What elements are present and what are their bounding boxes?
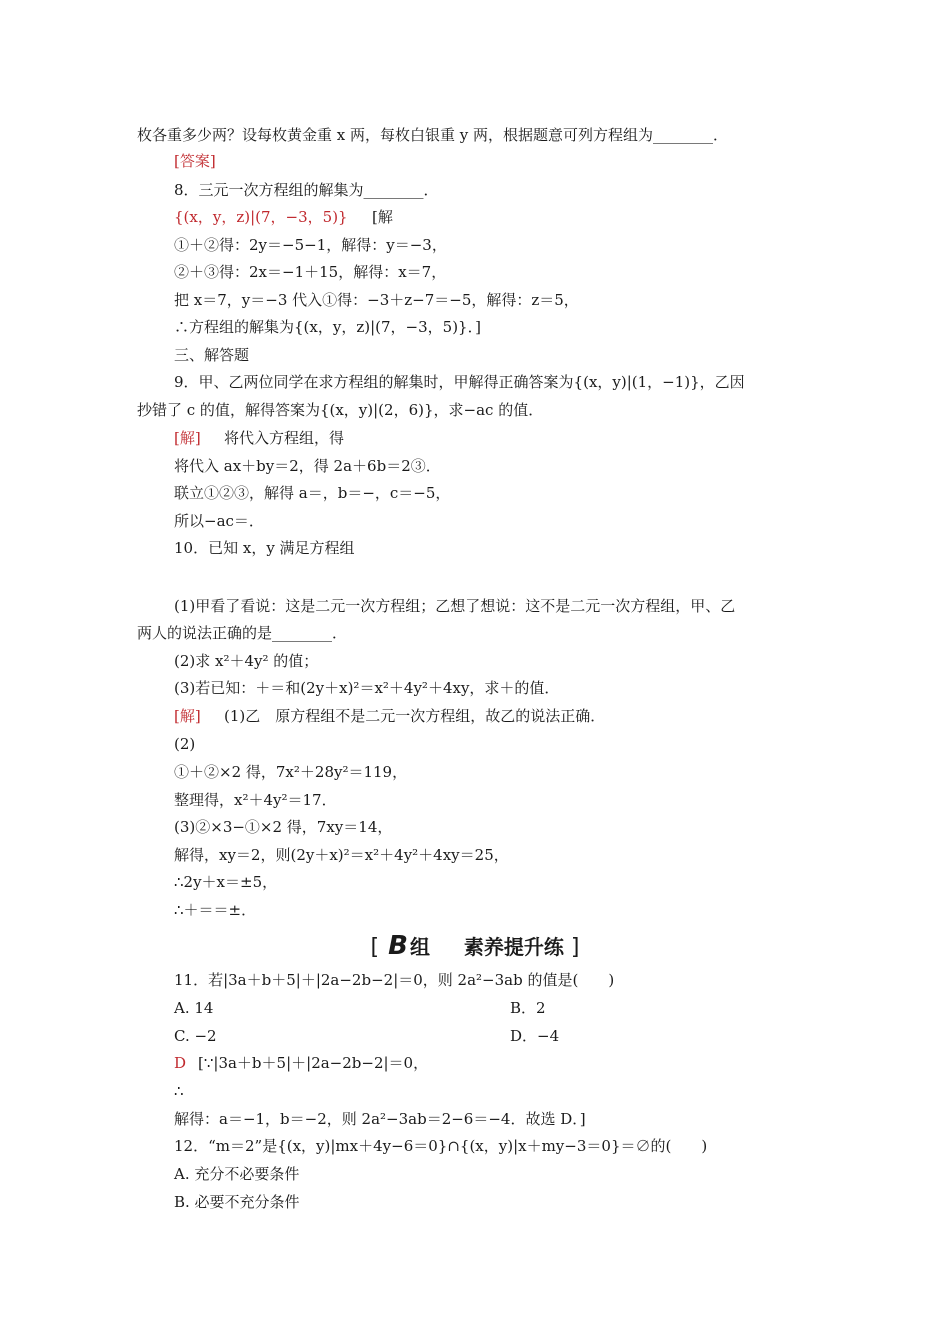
text-line-l10: 9．甲、乙两位同学在求方程组的解集时，甲解得正确答案为{(x，y)|(1，−1)}，乙因 [174, 373, 745, 391]
text-line-l11: 抄错了 c 的值，解得答案为{(x，y)|(2，6)}，求−ac 的值． [137, 401, 544, 419]
text-line-l15: 所以−ac＝． [174, 512, 264, 530]
text-line-l09: 三、解答题 [174, 346, 250, 364]
text-line-l28: ∴＋＝＝±． [174, 901, 257, 919]
text-line-l01: 枚各重多少两？设每枚黄金重 x 两，每枚白银重 y 两，根据题意可列方程组为________． [137, 126, 729, 144]
group-letter: B [388, 931, 408, 961]
text-line-l13: 将代入 ax＋by＝2，得 2a＋6b＝2③． [174, 457, 441, 475]
text-line-l08: ∴方程组的解集为{(x，y，z)|(7，−3，5)}．] [174, 318, 481, 336]
text-line-l36: A. 充分不必要条件 [174, 1165, 300, 1183]
text-line-l04: {(x，y，z)|(7，−3，5)} [174, 208, 348, 226]
text-line-l31b: D．−4 [510, 1027, 560, 1045]
text-line-l12b: 将代入方程组，得 [224, 429, 345, 447]
text-line-l03: 8．三元一次方程组的解集为________． [174, 181, 439, 199]
text-line-l05: ①＋②得：2y＝−5−1，解得：y＝−3， [174, 236, 447, 254]
text-line-l14: 联立①②③，解得 a＝，b＝−，c＝−5， [174, 484, 451, 502]
text-line-l12: [解] [174, 429, 201, 447]
text-line-l35: 12．“m＝2”是{(x，y)|mx＋4y−6＝0}∩{(x，y)|x＋my−3＝0}＝∅的( ) [174, 1137, 708, 1155]
text-line-l17: (1)甲看了看说：这是二元一次方程组；乙想了想说：这不是二元一次方程组，甲、乙 [174, 597, 736, 615]
text-line-l21: [解] [174, 707, 201, 725]
text-line-l06: ②＋③得：2x＝−1＋15，解得：x＝7， [174, 263, 447, 281]
text-line-l27: ∴2y＋x＝±5， [174, 873, 278, 891]
group-label: 组 [409, 935, 430, 959]
section-title-text: 素养提升练 [463, 935, 564, 959]
text-line-l26: 解得，xy＝2，则(2y＋x)²＝x²＋4y²＋4xy＝25， [174, 846, 509, 864]
text-line-l04b: [解 [372, 208, 393, 226]
text-line-l24: 整理得，x²＋4y²＝17． [174, 791, 337, 809]
text-line-l30: A. 14 [174, 999, 214, 1017]
text-line-l16: 10．已知 x，y 满足方程组 [174, 539, 355, 557]
text-line-l33: ∴ [174, 1082, 184, 1100]
text-line-l22: (2) [174, 735, 196, 753]
section-b-heading [0, 933, 950, 961]
open-bracket: [ [370, 935, 380, 960]
text-line-l30b: B．2 [510, 999, 546, 1017]
text-line-l23: ①＋②×2 得，7x²＋28y²＝119， [174, 763, 408, 781]
text-line-l34: 解得：a＝−1，b＝−2，则 2a²−3ab＝2−6＝−4．故选 D．] [174, 1110, 586, 1128]
text-line-l18: 两人的说法正确的是________． [137, 624, 348, 642]
text-line-l19: (2)求 x²＋4y² 的值； [174, 652, 319, 670]
text-line-l32: D [174, 1054, 187, 1072]
close-bracket: ] [570, 935, 580, 960]
text-line-l31: C. −2 [174, 1027, 217, 1045]
text-line-l21b: (1)乙 原方程组不是二元一次方程组，故乙的说法正确． [224, 707, 606, 725]
text-line-l25: (3)②×3−①×2 得，7xy＝14， [174, 818, 393, 836]
text-line-l20: (3)若已知：＋＝和(2y＋x)²＝x²＋4y²＋4xy，求＋的值． [174, 679, 560, 697]
text-line-l32b: [∵|3a＋b＋5|＋|2a−2b−2|＝0， [198, 1054, 429, 1072]
text-line-l29: 11．若|3a＋b＋5|＋|2a−2b−2|＝0，则 2a²−3ab 的值是( ) [174, 971, 615, 989]
text-line-l07: 把 x＝7，y＝−3 代入①得：−3＋z−7＝−5，解得：z＝5， [174, 291, 579, 309]
text-line-l37: B. 必要不充分条件 [174, 1193, 300, 1211]
text-line-l02: [答案] [174, 152, 216, 170]
